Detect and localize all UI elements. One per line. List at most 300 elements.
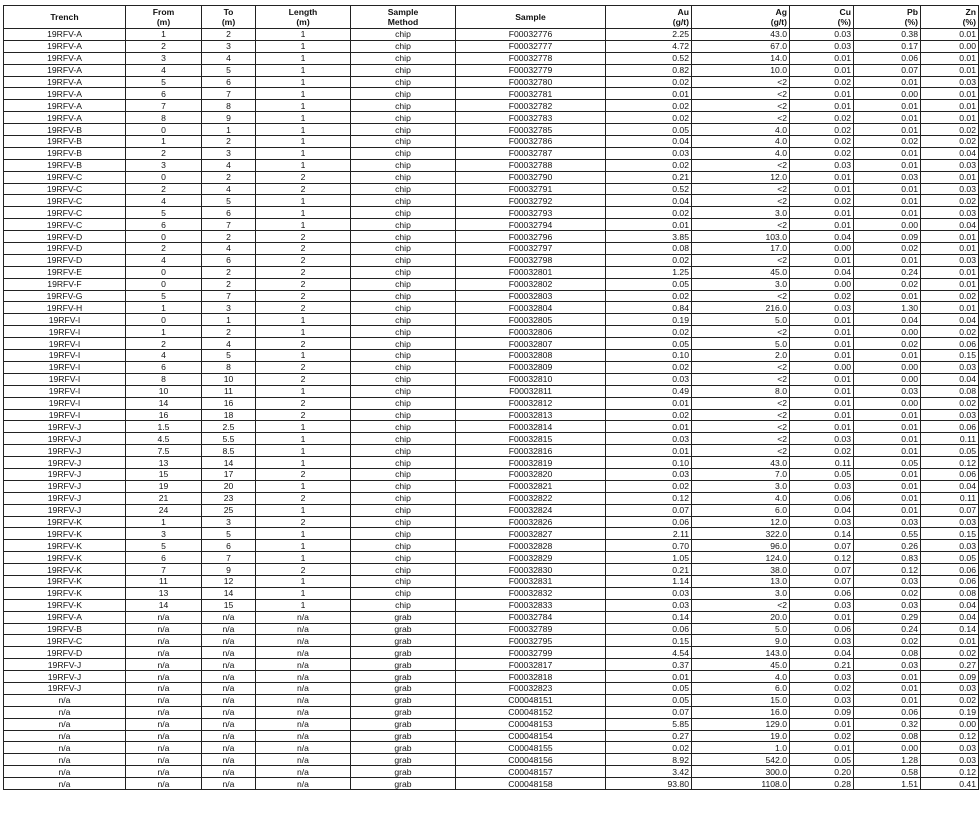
cell-trench: 19RFV-I [4,338,126,350]
cell-sample-id: F00032831 [456,575,606,587]
cell-to: 6 [202,540,256,552]
cell-to: 6 [202,76,256,88]
cell-trench: 19RFV-J [4,682,126,694]
cell-length: 2 [256,361,351,373]
cell-au: 2.25 [606,29,692,41]
cell-sample-id: F00032802 [456,278,606,290]
cell-sample-id: F00032818 [456,671,606,683]
cell-cu: 0.03 [790,302,854,314]
cell-au: 0.10 [606,350,692,362]
cell-sample-method: chip [351,159,456,171]
cell-trench: 19RFV-C [4,195,126,207]
cell-ag: 13.0 [692,575,790,587]
cell-pb: 0.04 [854,314,921,326]
cell-ag: 43.0 [692,29,790,41]
cell-to: 9 [202,112,256,124]
cell-to: 5 [202,195,256,207]
cell-from: n/a [126,754,202,766]
cell-pb: 0.38 [854,29,921,41]
cell-length: n/a [256,635,351,647]
cell-pb: 0.01 [854,254,921,266]
cell-trench: 19RFV-B [4,124,126,136]
cell-from: n/a [126,718,202,730]
cell-sample-id: C00048155 [456,742,606,754]
cell-trench: 19RFV-J [4,433,126,445]
cell-from: 3 [126,528,202,540]
cell-zn: 0.02 [921,195,979,207]
cell-sample-method: grab [351,754,456,766]
cell-sample-method: chip [351,64,456,76]
cell-ag: <2 [692,88,790,100]
cell-cu: 0.01 [790,52,854,64]
cell-from: n/a [126,706,202,718]
cell-sample-id: F00032803 [456,290,606,302]
cell-au: 0.02 [606,76,692,88]
cell-sample-id: F00032786 [456,136,606,148]
cell-from: 11 [126,575,202,587]
cell-cu: 0.14 [790,528,854,540]
cell-cu: 0.20 [790,766,854,778]
cell-sample-id: F00032819 [456,457,606,469]
cell-length: 1 [256,504,351,516]
cell-sample-id: F00032810 [456,373,606,385]
table-row [4,457,979,469]
cell-pb: 0.01 [854,504,921,516]
cell-from: 16 [126,409,202,421]
cell-from: 1.5 [126,421,202,433]
cell-zn: 0.01 [921,29,979,41]
cell-sample-method: chip [351,385,456,397]
cell-zn: 0.08 [921,385,979,397]
cell-sample-method: chip [351,52,456,64]
cell-to: 6 [202,207,256,219]
table-row [4,671,979,683]
cell-zn: 0.03 [921,682,979,694]
cell-sample-id: C00048152 [456,706,606,718]
cell-sample-method: chip [351,112,456,124]
cell-zn: 0.03 [921,76,979,88]
cell-sample-method: chip [351,76,456,88]
cell-zn: 0.04 [921,219,979,231]
cell-sample-id: F00032791 [456,183,606,195]
cell-sample-method: grab [351,778,456,790]
cell-au: 0.02 [606,254,692,266]
cell-sample-id: F00032816 [456,445,606,457]
table-row [4,540,979,552]
cell-zn: 0.01 [921,100,979,112]
cell-to: 3 [202,302,256,314]
cell-from: 0 [126,124,202,136]
cell-sample-id: F00032809 [456,361,606,373]
cell-zn: 0.02 [921,326,979,338]
table-row [4,706,979,718]
cell-ag: <2 [692,421,790,433]
cell-sample-method: chip [351,457,456,469]
cell-ag: <2 [692,290,790,302]
cell-trench: 19RFV-A [4,40,126,52]
cell-to: 7 [202,219,256,231]
cell-cu: 0.01 [790,64,854,76]
cell-cu: 0.01 [790,397,854,409]
table-row [4,266,979,278]
cell-trench: 19RFV-K [4,540,126,552]
cell-trench: n/a [4,766,126,778]
cell-length: 2 [256,171,351,183]
cell-pb: 0.03 [854,385,921,397]
cell-length: 2 [256,409,351,421]
cell-zn: 0.06 [921,564,979,576]
cell-sample-method: chip [351,290,456,302]
cell-ag: <2 [692,100,790,112]
cell-from: 7 [126,564,202,576]
cell-from: 15 [126,468,202,480]
cell-sample-method: chip [351,183,456,195]
cell-from: 6 [126,88,202,100]
cell-sample-method: chip [351,361,456,373]
cell-ag: 143.0 [692,647,790,659]
cell-from: n/a [126,730,202,742]
cell-length: 1 [256,29,351,41]
cell-from: 0 [126,171,202,183]
cell-to: n/a [202,671,256,683]
cell-ag: 5.0 [692,623,790,635]
cell-zn: 0.01 [921,52,979,64]
cell-cu: 0.01 [790,314,854,326]
cell-au: 0.21 [606,564,692,576]
cell-length: 1 [256,552,351,564]
cell-from: 0 [126,278,202,290]
table-row [4,504,979,516]
cell-zn: 0.01 [921,635,979,647]
cell-cu: 0.01 [790,409,854,421]
table-row [4,421,979,433]
cell-ag: 129.0 [692,718,790,730]
cell-ag: <2 [692,112,790,124]
cell-length: 1 [256,100,351,112]
cell-sample-id: F00032813 [456,409,606,421]
cell-zn: 0.04 [921,611,979,623]
cell-zn: 0.06 [921,338,979,350]
cell-to: 2 [202,326,256,338]
cell-trench: 19RFV-I [4,373,126,385]
cell-ag: 300.0 [692,766,790,778]
cell-pb: 0.01 [854,112,921,124]
cell-cu: 0.28 [790,778,854,790]
cell-to: n/a [202,730,256,742]
table-row [4,373,979,385]
cell-sample-method: chip [351,40,456,52]
cell-zn: 0.12 [921,457,979,469]
cell-cu: 0.01 [790,88,854,100]
cell-au: 0.37 [606,659,692,671]
cell-pb: 1.28 [854,754,921,766]
table-row [4,350,979,362]
cell-cu: 0.03 [790,480,854,492]
table-row [4,159,979,171]
cell-cu: 0.04 [790,504,854,516]
cell-trench: 19RFV-I [4,397,126,409]
cell-length: 1 [256,64,351,76]
cell-sample-method: chip [351,575,456,587]
header-from: From (m) [126,6,202,29]
cell-trench: 19RFV-B [4,159,126,171]
cell-sample-method: grab [351,659,456,671]
cell-from: 2 [126,183,202,195]
table-row [4,124,979,136]
cell-length: 2 [256,254,351,266]
cell-au: 0.03 [606,587,692,599]
cell-au: 3.85 [606,231,692,243]
table-row [4,480,979,492]
cell-sample-method: chip [351,171,456,183]
cell-trench: 19RFV-C [4,219,126,231]
cell-sample-id: F00032792 [456,195,606,207]
table-row [4,207,979,219]
cell-pb: 0.00 [854,361,921,373]
cell-au: 0.14 [606,611,692,623]
cell-cu: 0.03 [790,159,854,171]
cell-cu: 0.00 [790,278,854,290]
cell-to: 4 [202,183,256,195]
cell-ag: 43.0 [692,457,790,469]
cell-sample-id: F00032785 [456,124,606,136]
cell-pb: 0.07 [854,64,921,76]
cell-from: 2 [126,40,202,52]
cell-au: 0.03 [606,147,692,159]
cell-from: 2 [126,338,202,350]
cell-to: 20 [202,480,256,492]
table-row [4,254,979,266]
cell-au: 0.27 [606,730,692,742]
cell-pb: 0.01 [854,124,921,136]
cell-ag: 4.0 [692,671,790,683]
cell-ag: 67.0 [692,40,790,52]
cell-sample-id: F00032812 [456,397,606,409]
cell-from: 5 [126,290,202,302]
cell-to: 16 [202,397,256,409]
cell-trench: 19RFV-H [4,302,126,314]
cell-sample-id: C00048154 [456,730,606,742]
table-row [4,492,979,504]
cell-sample-method: chip [351,147,456,159]
cell-ag: <2 [692,326,790,338]
table-row [4,575,979,587]
cell-length: 2 [256,468,351,480]
cell-cu: 0.01 [790,742,854,754]
cell-to: 8 [202,361,256,373]
cell-ag: 3.0 [692,207,790,219]
cell-ag: <2 [692,254,790,266]
cell-from: 14 [126,397,202,409]
cell-cu: 0.01 [790,219,854,231]
cell-from: n/a [126,742,202,754]
cell-to: n/a [202,742,256,754]
table-row [4,564,979,576]
cell-au: 0.82 [606,64,692,76]
cell-sample-method: chip [351,540,456,552]
cell-to: 5 [202,64,256,76]
cell-from: 1 [126,302,202,314]
cell-sample-method: chip [351,480,456,492]
cell-cu: 0.03 [790,516,854,528]
cell-length: 2 [256,516,351,528]
cell-to: 3 [202,516,256,528]
cell-to: 10 [202,373,256,385]
cell-to: 4 [202,52,256,64]
cell-sample-id: F00032826 [456,516,606,528]
cell-zn: 0.41 [921,778,979,790]
cell-pb: 0.26 [854,540,921,552]
cell-au: 0.05 [606,124,692,136]
cell-pb: 0.01 [854,682,921,694]
cell-cu: 0.01 [790,718,854,730]
cell-length: 2 [256,183,351,195]
cell-zn: 0.01 [921,171,979,183]
cell-zn: 0.03 [921,742,979,754]
cell-ag: 14.0 [692,52,790,64]
cell-ag: <2 [692,397,790,409]
cell-au: 0.05 [606,694,692,706]
cell-from: n/a [126,694,202,706]
cell-au: 0.03 [606,433,692,445]
cell-from: 3 [126,52,202,64]
cell-ag: 38.0 [692,564,790,576]
cell-au: 0.02 [606,409,692,421]
header-row [4,6,979,29]
table-row [4,778,979,790]
cell-pb: 0.03 [854,575,921,587]
table-row [4,338,979,350]
cell-sample-method: chip [351,231,456,243]
cell-zn: 0.02 [921,694,979,706]
table-row [4,742,979,754]
cell-cu: 0.02 [790,195,854,207]
cell-au: 93.80 [606,778,692,790]
cell-pb: 0.02 [854,243,921,255]
cell-pb: 0.02 [854,338,921,350]
cell-length: n/a [256,694,351,706]
cell-trench: 19RFV-C [4,635,126,647]
cell-to: 15 [202,599,256,611]
cell-from: 21 [126,492,202,504]
header-pb: Pb (%) [854,6,921,29]
header-to: To (m) [202,6,256,29]
table-row [4,445,979,457]
cell-pb: 0.00 [854,397,921,409]
cell-cu: 0.01 [790,326,854,338]
cell-length: n/a [256,718,351,730]
cell-from: n/a [126,671,202,683]
cell-cu: 0.01 [790,100,854,112]
cell-trench: 19RFV-J [4,468,126,480]
table-row [4,587,979,599]
cell-ag: <2 [692,373,790,385]
cell-zn: 0.03 [921,159,979,171]
cell-to: 7 [202,552,256,564]
cell-to: 1 [202,314,256,326]
cell-to: n/a [202,647,256,659]
cell-trench: 19RFV-J [4,659,126,671]
cell-sample-method: chip [351,100,456,112]
cell-zn: 0.04 [921,147,979,159]
cell-length: 2 [256,290,351,302]
cell-trench: 19RFV-K [4,575,126,587]
cell-ag: 3.0 [692,587,790,599]
cell-pb: 0.00 [854,88,921,100]
cell-to: 8.5 [202,445,256,457]
cell-trench: 19RFV-K [4,564,126,576]
cell-ag: <2 [692,445,790,457]
cell-ag: 6.0 [692,504,790,516]
cell-zn: 0.12 [921,730,979,742]
cell-sample-id: F00032798 [456,254,606,266]
cell-cu: 0.01 [790,183,854,195]
cell-pb: 0.01 [854,421,921,433]
cell-au: 0.08 [606,243,692,255]
cell-to: 2 [202,266,256,278]
cell-from: 4 [126,64,202,76]
cell-zn: 0.03 [921,754,979,766]
cell-sample-method: chip [351,552,456,564]
table-row [4,112,979,124]
cell-cu: 0.05 [790,468,854,480]
cell-sample-method: grab [351,742,456,754]
cell-sample-id: C00048158 [456,778,606,790]
cell-length: 2 [256,338,351,350]
cell-au: 0.04 [606,136,692,148]
cell-ag: 542.0 [692,754,790,766]
table-row [4,433,979,445]
cell-to: 23 [202,492,256,504]
table-row [4,243,979,255]
cell-au: 0.04 [606,195,692,207]
cell-sample-id: F00032828 [456,540,606,552]
cell-sample-method: chip [351,219,456,231]
cell-sample-id: F00032820 [456,468,606,480]
cell-from: 24 [126,504,202,516]
cell-length: 1 [256,457,351,469]
cell-pb: 0.01 [854,183,921,195]
cell-sample-id: F00032827 [456,528,606,540]
cell-to: 12 [202,575,256,587]
cell-au: 0.02 [606,112,692,124]
cell-au: 0.49 [606,385,692,397]
cell-length: n/a [256,623,351,635]
cell-trench: 19RFV-K [4,552,126,564]
cell-sample-method: chip [351,445,456,457]
cell-zn: 0.08 [921,587,979,599]
cell-trench: 19RFV-D [4,647,126,659]
cell-ag: 17.0 [692,243,790,255]
cell-from: n/a [126,635,202,647]
cell-sample-method: grab [351,718,456,730]
cell-from: n/a [126,682,202,694]
cell-from: n/a [126,611,202,623]
cell-length: 1 [256,159,351,171]
cell-to: 2 [202,278,256,290]
cell-trench: 19RFV-A [4,52,126,64]
cell-cu: 0.12 [790,552,854,564]
cell-cu: 0.06 [790,492,854,504]
cell-trench: 19RFV-I [4,326,126,338]
cell-au: 1.05 [606,552,692,564]
table-row [4,171,979,183]
cell-length: 1 [256,385,351,397]
cell-au: 0.03 [606,468,692,480]
cell-ag: <2 [692,433,790,445]
table-row [4,730,979,742]
cell-sample-method: chip [351,373,456,385]
